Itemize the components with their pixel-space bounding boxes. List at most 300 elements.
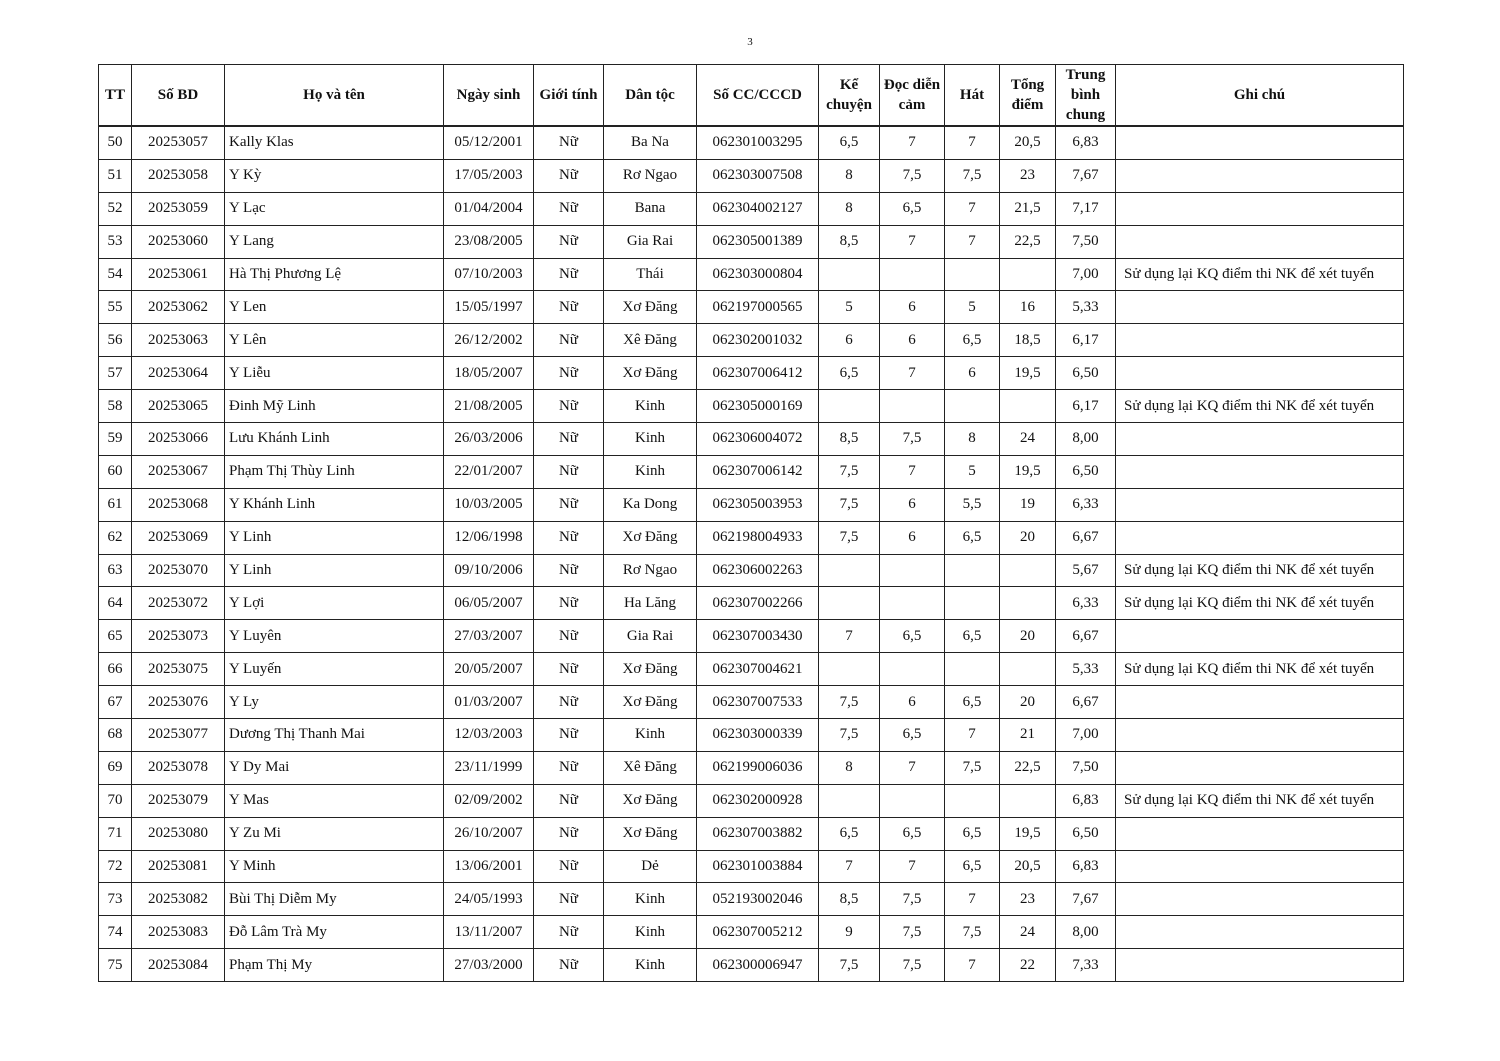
cell-sbd: 20253061 xyxy=(132,258,225,291)
cell-id: 062304002127 xyxy=(697,192,819,225)
cell-storytelling xyxy=(819,258,880,291)
cell-total: 21 xyxy=(1000,719,1056,752)
cell-reading xyxy=(880,587,945,620)
cell-ethnicity: Ha Lăng xyxy=(604,587,697,620)
table-row xyxy=(99,883,1404,916)
cell-sbd: 20253075 xyxy=(132,653,225,686)
cell-reading: 7 xyxy=(880,850,945,883)
cell-reading xyxy=(880,258,945,291)
cell-ethnicity: Ba Na xyxy=(604,126,697,159)
cell-tt: 58 xyxy=(99,390,132,423)
cell-note xyxy=(1116,949,1404,982)
cell-dob: 27/03/2000 xyxy=(444,949,534,982)
cell-average: 7,67 xyxy=(1056,159,1116,192)
cell-tt: 71 xyxy=(99,817,132,850)
cell-sbd: 20253060 xyxy=(132,225,225,258)
cell-name: Y Ly xyxy=(225,686,444,719)
table-row xyxy=(99,192,1404,225)
cell-gender: Nữ xyxy=(534,324,604,357)
cell-gender: Nữ xyxy=(534,620,604,653)
cell-ethnicity: Rơ Ngao xyxy=(604,159,697,192)
cell-note: Sử dụng lại KQ điểm thi NK để xét tuyển xyxy=(1116,258,1404,291)
cell-sbd: 20253070 xyxy=(132,554,225,587)
cell-singing xyxy=(945,653,1000,686)
cell-id: 062307004621 xyxy=(697,653,819,686)
cell-reading: 7,5 xyxy=(880,883,945,916)
cell-id: 062303000804 xyxy=(697,258,819,291)
cell-ethnicity: Xơ Đăng xyxy=(604,686,697,719)
cell-ethnicity: Thái xyxy=(604,258,697,291)
cell-id: 062307002266 xyxy=(697,587,819,620)
header-total: Tổng điểm xyxy=(1000,65,1056,127)
cell-note xyxy=(1116,455,1404,488)
cell-ethnicity: Kinh xyxy=(604,390,697,423)
cell-dob: 23/08/2005 xyxy=(444,225,534,258)
table-row xyxy=(99,455,1404,488)
cell-storytelling: 8,5 xyxy=(819,225,880,258)
cell-dob: 01/04/2004 xyxy=(444,192,534,225)
cell-ethnicity: Kinh xyxy=(604,423,697,456)
cell-note xyxy=(1116,751,1404,784)
cell-id: 062305003953 xyxy=(697,488,819,521)
cell-gender: Nữ xyxy=(534,159,604,192)
cell-id: 062305001389 xyxy=(697,225,819,258)
cell-tt: 70 xyxy=(99,784,132,817)
cell-dob: 12/06/1998 xyxy=(444,521,534,554)
cell-storytelling: 7 xyxy=(819,620,880,653)
header-average: Trung bình chung xyxy=(1056,65,1116,127)
cell-note xyxy=(1116,817,1404,850)
cell-dob: 27/03/2007 xyxy=(444,620,534,653)
cell-note xyxy=(1116,686,1404,719)
cell-singing xyxy=(945,554,1000,587)
cell-sbd: 20253076 xyxy=(132,686,225,719)
cell-id: 062305000169 xyxy=(697,390,819,423)
cell-average: 7,00 xyxy=(1056,719,1116,752)
cell-storytelling: 8 xyxy=(819,159,880,192)
header-reading: Đọc diễn cảm xyxy=(880,65,945,127)
header-singing: Hát xyxy=(945,65,1000,127)
cell-total: 23 xyxy=(1000,159,1056,192)
cell-ethnicity: Kinh xyxy=(604,455,697,488)
cell-storytelling: 7 xyxy=(819,850,880,883)
cell-note: Sử dụng lại KQ điểm thi NK để xét tuyển xyxy=(1116,587,1404,620)
cell-reading: 6,5 xyxy=(880,620,945,653)
cell-dob: 13/06/2001 xyxy=(444,850,534,883)
cell-average: 7,33 xyxy=(1056,949,1116,982)
cell-total: 16 xyxy=(1000,291,1056,324)
cell-singing: 7,5 xyxy=(945,751,1000,784)
cell-id: 062303007508 xyxy=(697,159,819,192)
table-row xyxy=(99,225,1404,258)
cell-reading xyxy=(880,784,945,817)
header-row xyxy=(99,65,1404,127)
cell-singing: 6,5 xyxy=(945,521,1000,554)
cell-note xyxy=(1116,719,1404,752)
cell-reading: 7,5 xyxy=(880,949,945,982)
cell-id: 062303000339 xyxy=(697,719,819,752)
table-row xyxy=(99,784,1404,817)
cell-singing: 6 xyxy=(945,357,1000,390)
cell-singing: 6,5 xyxy=(945,817,1000,850)
table-row xyxy=(99,949,1404,982)
cell-sbd: 20253081 xyxy=(132,850,225,883)
cell-sbd: 20253062 xyxy=(132,291,225,324)
cell-average: 6,83 xyxy=(1056,784,1116,817)
cell-tt: 64 xyxy=(99,587,132,620)
cell-sbd: 20253064 xyxy=(132,357,225,390)
table-row xyxy=(99,390,1404,423)
cell-storytelling: 6,5 xyxy=(819,126,880,159)
cell-total: 19 xyxy=(1000,488,1056,521)
cell-storytelling: 6,5 xyxy=(819,817,880,850)
table-row xyxy=(99,126,1404,159)
cell-dob: 26/03/2006 xyxy=(444,423,534,456)
cell-gender: Nữ xyxy=(534,916,604,949)
cell-gender: Nữ xyxy=(534,784,604,817)
cell-sbd: 20253065 xyxy=(132,390,225,423)
cell-name: Y Luyên xyxy=(225,620,444,653)
cell-sbd: 20253082 xyxy=(132,883,225,916)
cell-name: Hà Thị Phương Lệ xyxy=(225,258,444,291)
cell-storytelling: 6,5 xyxy=(819,357,880,390)
cell-ethnicity: Kinh xyxy=(604,719,697,752)
cell-reading: 6,5 xyxy=(880,817,945,850)
cell-total: 19,5 xyxy=(1000,455,1056,488)
cell-total: 22,5 xyxy=(1000,225,1056,258)
cell-tt: 55 xyxy=(99,291,132,324)
page-number: 3 xyxy=(747,36,753,48)
cell-sbd: 20253067 xyxy=(132,455,225,488)
cell-id: 062307003882 xyxy=(697,817,819,850)
header-tt: TT xyxy=(99,65,132,127)
cell-average: 8,00 xyxy=(1056,916,1116,949)
cell-gender: Nữ xyxy=(534,587,604,620)
cell-average: 6,17 xyxy=(1056,324,1116,357)
cell-gender: Nữ xyxy=(534,817,604,850)
cell-note xyxy=(1116,126,1404,159)
cell-singing xyxy=(945,258,1000,291)
cell-average: 6,67 xyxy=(1056,521,1116,554)
cell-note xyxy=(1116,521,1404,554)
cell-storytelling: 9 xyxy=(819,916,880,949)
cell-tt: 69 xyxy=(99,751,132,784)
cell-storytelling: 7,5 xyxy=(819,455,880,488)
cell-average: 5,67 xyxy=(1056,554,1116,587)
cell-id: 062301003884 xyxy=(697,850,819,883)
cell-sbd: 20253058 xyxy=(132,159,225,192)
cell-id: 062306004072 xyxy=(697,423,819,456)
cell-ethnicity: Kinh xyxy=(604,949,697,982)
cell-gender: Nữ xyxy=(534,291,604,324)
cell-dob: 15/05/1997 xyxy=(444,291,534,324)
cell-id: 062302000928 xyxy=(697,784,819,817)
cell-total: 24 xyxy=(1000,916,1056,949)
header-id: Số CC/CCCD xyxy=(697,65,819,127)
cell-singing: 7 xyxy=(945,126,1000,159)
table-row xyxy=(99,719,1404,752)
cell-sbd: 20253079 xyxy=(132,784,225,817)
cell-sbd: 20253077 xyxy=(132,719,225,752)
cell-ethnicity: Kinh xyxy=(604,916,697,949)
header-storytelling: Kể chuyện xyxy=(819,65,880,127)
cell-dob: 18/05/2007 xyxy=(444,357,534,390)
cell-sbd: 20253068 xyxy=(132,488,225,521)
cell-gender: Nữ xyxy=(534,686,604,719)
cell-tt: 50 xyxy=(99,126,132,159)
cell-note xyxy=(1116,620,1404,653)
cell-total: 20,5 xyxy=(1000,850,1056,883)
cell-reading: 6,5 xyxy=(880,192,945,225)
cell-storytelling: 8 xyxy=(819,751,880,784)
cell-ethnicity: Xơ Đăng xyxy=(604,653,697,686)
cell-name: Y Khánh Linh xyxy=(225,488,444,521)
cell-ethnicity: Xơ Đăng xyxy=(604,521,697,554)
cell-gender: Nữ xyxy=(534,653,604,686)
table-row xyxy=(99,423,1404,456)
cell-total: 23 xyxy=(1000,883,1056,916)
cell-note: Sử dụng lại KQ điểm thi NK để xét tuyển xyxy=(1116,784,1404,817)
cell-gender: Nữ xyxy=(534,949,604,982)
results-table xyxy=(98,64,1404,982)
cell-tt: 53 xyxy=(99,225,132,258)
cell-gender: Nữ xyxy=(534,455,604,488)
cell-tt: 66 xyxy=(99,653,132,686)
cell-gender: Nữ xyxy=(534,488,604,521)
cell-storytelling: 8 xyxy=(819,192,880,225)
cell-note xyxy=(1116,192,1404,225)
cell-average: 6,83 xyxy=(1056,850,1116,883)
cell-singing: 6,5 xyxy=(945,686,1000,719)
cell-name: Phạm Thị My xyxy=(225,949,444,982)
cell-singing: 8 xyxy=(945,423,1000,456)
cell-note xyxy=(1116,159,1404,192)
cell-dob: 13/11/2007 xyxy=(444,916,534,949)
cell-singing: 7 xyxy=(945,192,1000,225)
cell-dob: 24/05/1993 xyxy=(444,883,534,916)
cell-average: 6,67 xyxy=(1056,620,1116,653)
cell-sbd: 20253072 xyxy=(132,587,225,620)
cell-average: 6,50 xyxy=(1056,455,1116,488)
cell-ethnicity: Xơ Đăng xyxy=(604,784,697,817)
cell-note: Sử dụng lại KQ điểm thi NK để xét tuyển xyxy=(1116,554,1404,587)
cell-singing: 5 xyxy=(945,455,1000,488)
header-ethnicity: Dân tộc xyxy=(604,65,697,127)
cell-total: 20 xyxy=(1000,620,1056,653)
cell-storytelling: 7,5 xyxy=(819,686,880,719)
cell-gender: Nữ xyxy=(534,390,604,423)
cell-reading: 7 xyxy=(880,225,945,258)
cell-name: Y Minh xyxy=(225,850,444,883)
cell-dob: 10/03/2005 xyxy=(444,488,534,521)
cell-tt: 74 xyxy=(99,916,132,949)
table-row xyxy=(99,620,1404,653)
cell-sbd: 20253057 xyxy=(132,126,225,159)
cell-singing xyxy=(945,587,1000,620)
cell-reading: 7 xyxy=(880,455,945,488)
cell-id: 062199006036 xyxy=(697,751,819,784)
cell-sbd: 20253078 xyxy=(132,751,225,784)
cell-average: 6,33 xyxy=(1056,488,1116,521)
cell-tt: 73 xyxy=(99,883,132,916)
cell-total: 19,5 xyxy=(1000,357,1056,390)
cell-total xyxy=(1000,258,1056,291)
cell-ethnicity: Ka Dong xyxy=(604,488,697,521)
cell-average: 7,50 xyxy=(1056,751,1116,784)
cell-name: Dương Thị Thanh Mai xyxy=(225,719,444,752)
cell-note xyxy=(1116,324,1404,357)
cell-ethnicity: Xơ Đăng xyxy=(604,817,697,850)
cell-tt: 61 xyxy=(99,488,132,521)
cell-dob: 06/05/2007 xyxy=(444,587,534,620)
cell-total: 19,5 xyxy=(1000,817,1056,850)
cell-note xyxy=(1116,357,1404,390)
table-row xyxy=(99,554,1404,587)
cell-ethnicity: Gia Rai xyxy=(604,225,697,258)
cell-gender: Nữ xyxy=(534,357,604,390)
cell-average: 6,83 xyxy=(1056,126,1116,159)
cell-singing: 5,5 xyxy=(945,488,1000,521)
cell-singing: 7 xyxy=(945,883,1000,916)
cell-sbd: 20253083 xyxy=(132,916,225,949)
cell-total xyxy=(1000,587,1056,620)
cell-average: 6,50 xyxy=(1056,817,1116,850)
cell-tt: 56 xyxy=(99,324,132,357)
cell-dob: 17/05/2003 xyxy=(444,159,534,192)
cell-name: Bùi Thị Diễm My xyxy=(225,883,444,916)
cell-reading: 7 xyxy=(880,357,945,390)
cell-tt: 63 xyxy=(99,554,132,587)
cell-dob: 02/09/2002 xyxy=(444,784,534,817)
header-name: Họ và tên xyxy=(225,65,444,127)
cell-average: 5,33 xyxy=(1056,653,1116,686)
cell-total: 24 xyxy=(1000,423,1056,456)
cell-reading: 7,5 xyxy=(880,159,945,192)
cell-ethnicity: Xơ Đăng xyxy=(604,291,697,324)
table-row xyxy=(99,324,1404,357)
cell-note: Sử dụng lại KQ điểm thi NK để xét tuyển xyxy=(1116,390,1404,423)
table-row xyxy=(99,357,1404,390)
table-row xyxy=(99,850,1404,883)
cell-tt: 72 xyxy=(99,850,132,883)
cell-tt: 67 xyxy=(99,686,132,719)
cell-gender: Nữ xyxy=(534,554,604,587)
cell-singing: 6,5 xyxy=(945,850,1000,883)
cell-storytelling: 8,5 xyxy=(819,883,880,916)
cell-tt: 51 xyxy=(99,159,132,192)
table-row xyxy=(99,587,1404,620)
cell-ethnicity: Bana xyxy=(604,192,697,225)
cell-name: Y Lên xyxy=(225,324,444,357)
cell-reading: 7,5 xyxy=(880,423,945,456)
cell-ethnicity: Xê Đăng xyxy=(604,324,697,357)
cell-total: 20 xyxy=(1000,521,1056,554)
cell-id: 062307006142 xyxy=(697,455,819,488)
cell-storytelling xyxy=(819,784,880,817)
table-row xyxy=(99,291,1404,324)
cell-name: Y Linh xyxy=(225,554,444,587)
cell-average: 6,67 xyxy=(1056,686,1116,719)
table-row xyxy=(99,653,1404,686)
cell-gender: Nữ xyxy=(534,883,604,916)
cell-total: 22,5 xyxy=(1000,751,1056,784)
cell-id: 062302001032 xyxy=(697,324,819,357)
cell-dob: 26/10/2007 xyxy=(444,817,534,850)
cell-singing: 7 xyxy=(945,719,1000,752)
cell-singing: 6,5 xyxy=(945,324,1000,357)
cell-ethnicity: Xê Đăng xyxy=(604,751,697,784)
cell-id: 062198004933 xyxy=(697,521,819,554)
cell-singing xyxy=(945,784,1000,817)
cell-ethnicity: Kinh xyxy=(604,883,697,916)
cell-storytelling: 8,5 xyxy=(819,423,880,456)
cell-name: Y Liễu xyxy=(225,357,444,390)
cell-singing: 7,5 xyxy=(945,916,1000,949)
cell-average: 6,17 xyxy=(1056,390,1116,423)
cell-ethnicity: Gia Rai xyxy=(604,620,697,653)
cell-name: Đỗ Lâm Trà My xyxy=(225,916,444,949)
cell-id: 062307007533 xyxy=(697,686,819,719)
cell-note xyxy=(1116,291,1404,324)
cell-tt: 59 xyxy=(99,423,132,456)
cell-storytelling xyxy=(819,653,880,686)
cell-name: Lưu Khánh Linh xyxy=(225,423,444,456)
cell-average: 7,50 xyxy=(1056,225,1116,258)
cell-note xyxy=(1116,423,1404,456)
cell-dob: 22/01/2007 xyxy=(444,455,534,488)
cell-singing: 6,5 xyxy=(945,620,1000,653)
cell-tt: 65 xyxy=(99,620,132,653)
cell-name: Kally Klas xyxy=(225,126,444,159)
cell-reading: 6 xyxy=(880,291,945,324)
cell-id: 062300006947 xyxy=(697,949,819,982)
cell-total xyxy=(1000,554,1056,587)
table-row xyxy=(99,258,1404,291)
cell-average: 7,17 xyxy=(1056,192,1116,225)
cell-name: Y Dy Mai xyxy=(225,751,444,784)
cell-singing: 7,5 xyxy=(945,159,1000,192)
cell-average: 6,33 xyxy=(1056,587,1116,620)
cell-tt: 52 xyxy=(99,192,132,225)
cell-sbd: 20253080 xyxy=(132,817,225,850)
cell-id: 062301003295 xyxy=(697,126,819,159)
cell-name: Y Lang xyxy=(225,225,444,258)
cell-note xyxy=(1116,488,1404,521)
table-row xyxy=(99,159,1404,192)
cell-dob: 21/08/2005 xyxy=(444,390,534,423)
cell-average: 5,33 xyxy=(1056,291,1116,324)
cell-total xyxy=(1000,653,1056,686)
cell-gender: Nữ xyxy=(534,521,604,554)
cell-tt: 68 xyxy=(99,719,132,752)
cell-average: 7,00 xyxy=(1056,258,1116,291)
cell-dob: 09/10/2006 xyxy=(444,554,534,587)
table-row xyxy=(99,521,1404,554)
cell-total xyxy=(1000,784,1056,817)
cell-tt: 54 xyxy=(99,258,132,291)
cell-average: 8,00 xyxy=(1056,423,1116,456)
table-row xyxy=(99,488,1404,521)
header-note: Ghi chú xyxy=(1116,65,1404,127)
cell-name: Đinh Mỹ Linh xyxy=(225,390,444,423)
cell-storytelling: 7,5 xyxy=(819,521,880,554)
cell-name: Y Mas xyxy=(225,784,444,817)
cell-storytelling xyxy=(819,554,880,587)
cell-dob: 07/10/2003 xyxy=(444,258,534,291)
cell-dob: 01/03/2007 xyxy=(444,686,534,719)
cell-storytelling: 7,5 xyxy=(819,488,880,521)
cell-note xyxy=(1116,916,1404,949)
